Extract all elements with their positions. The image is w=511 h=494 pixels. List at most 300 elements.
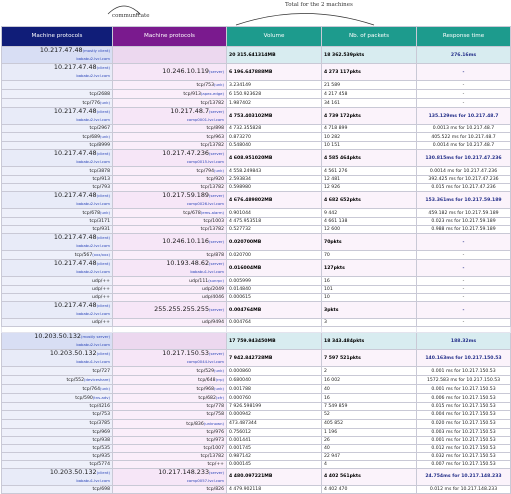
machine-cell[interactable] <box>2 251 113 260</box>
volume-value: 4 608.951020MB <box>229 155 273 161</box>
table-row[interactable] <box>2 319 511 327</box>
peer-address: 10.217.148.233 <box>158 468 210 476</box>
machine-cell[interactable] <box>2 411 113 419</box>
table-row[interactable] <box>2 452 511 460</box>
peer-role: (unk) <box>214 168 224 174</box>
response-cell <box>417 394 511 403</box>
packets-cell <box>322 319 417 327</box>
volume-cell <box>227 260 322 277</box>
response-value: - <box>462 295 465 301</box>
table-row[interactable] <box>2 403 511 411</box>
volume-value: 0.901044 <box>229 210 251 216</box>
machine-cell[interactable] <box>2 133 113 142</box>
response-cell <box>417 90 511 99</box>
machine-cell[interactable] <box>2 367 113 376</box>
table-header-row <box>2 27 511 47</box>
peer-address: tcp/826 <box>206 486 224 492</box>
machine-address: tcp/931 <box>92 227 110 233</box>
protocol-cell[interactable] <box>113 319 227 327</box>
peer-hostname: comp0026.lvcl.com <box>186 201 224 207</box>
table-row[interactable] <box>2 350 511 367</box>
machine-role: (client) <box>96 469 110 475</box>
table-row[interactable] <box>2 277 511 286</box>
protocol-cell[interactable] <box>113 468 227 485</box>
machine-cell[interactable] <box>2 452 113 460</box>
packets-cell <box>322 460 417 468</box>
table-row[interactable] <box>2 81 511 90</box>
packets-value: 70 <box>324 252 330 258</box>
packets-value: 12 926 <box>324 185 341 191</box>
machine-cell[interactable] <box>2 218 113 226</box>
response-value: 392.425 ms for 10.217.47.236 <box>428 177 499 183</box>
response-cell <box>417 468 511 485</box>
volume-cell <box>227 385 322 394</box>
table-row[interactable] <box>2 64 511 81</box>
table-row[interactable] <box>2 419 511 428</box>
volume-cell <box>227 294 322 302</box>
header-volume[interactable]: Volume <box>227 27 322 47</box>
volume-value: 20 315.641314MB <box>229 52 276 58</box>
protocol-cell[interactable] <box>113 403 227 411</box>
machine-cell[interactable] <box>2 460 113 468</box>
peer-address: tcp/913 <box>183 92 201 97</box>
packets-cell <box>322 286 417 294</box>
machine-cell[interactable] <box>2 394 113 403</box>
machine-cell[interactable] <box>2 234 113 251</box>
machine-role: (client) <box>96 235 110 241</box>
protocol-cell[interactable] <box>113 64 227 81</box>
volume-cell <box>227 209 322 218</box>
protocol-cell[interactable] <box>113 260 227 277</box>
volume-cell <box>227 192 322 209</box>
protocol-cell[interactable] <box>113 385 227 394</box>
peer-role: (server) <box>209 109 224 114</box>
protocol-cell[interactable] <box>113 436 227 444</box>
volume-cell <box>227 444 322 452</box>
machine-cell[interactable] <box>2 150 113 167</box>
response-value: 276.16ms <box>450 52 477 58</box>
protocol-cell[interactable] <box>113 367 227 376</box>
packets-value: 26 <box>324 437 330 443</box>
packets-value: 101 <box>324 287 333 293</box>
machine-address: 10.217.47.48 <box>53 107 97 115</box>
volume-cell <box>227 226 322 234</box>
volume-value: 0.016004MB <box>229 265 262 271</box>
protocol-cell[interactable] <box>113 302 227 319</box>
response-cell <box>417 167 511 176</box>
peer-address: tcp/1003 <box>203 219 224 225</box>
protocol-cell[interactable] <box>113 277 227 286</box>
packets-cell <box>322 142 417 150</box>
response-cell <box>417 251 511 260</box>
response-value: 0.001 ms for 10.217.150.53 <box>431 368 496 374</box>
machine-cell[interactable] <box>2 167 113 176</box>
protocol-cell[interactable] <box>113 294 227 302</box>
packets-value: 4 682 652pkts <box>324 197 361 203</box>
machine-address: 10.217.47.48 <box>53 191 97 200</box>
machine-cell[interactable] <box>2 90 113 99</box>
volume-cell <box>227 428 322 436</box>
table-row[interactable] <box>2 485 511 493</box>
packets-cell <box>322 108 417 125</box>
machine-role: (xxx/xxx) <box>92 252 110 258</box>
machine-cell[interactable] <box>2 64 113 81</box>
table-row[interactable] <box>2 468 511 485</box>
peer-address: 255.255.255.255 <box>154 305 210 314</box>
packets-value: 9 442 <box>324 210 338 216</box>
packets-value: 16 <box>324 395 330 401</box>
machine-cell[interactable] <box>2 209 113 218</box>
protocol-cell[interactable] <box>113 460 227 468</box>
machine-address: udp/++ <box>92 287 110 293</box>
packets-value: 22 947 <box>324 453 341 459</box>
volume-value: 4 732.355828 <box>229 126 262 132</box>
peer-address: tcp/973 <box>206 437 224 443</box>
packets-cell <box>322 333 417 350</box>
response-value: - <box>462 239 465 245</box>
response-cell <box>417 108 511 125</box>
table-row[interactable] <box>2 428 511 436</box>
machine-hostname: bababu2.lvcl.com <box>76 311 110 317</box>
protocol-cell[interactable] <box>113 218 227 226</box>
peer-role: (apex-edge) <box>200 91 224 96</box>
protocol-table <box>1 26 511 494</box>
response-value: 459.182 ms for 10.217.59.189 <box>428 210 499 216</box>
machine-hostname: bababu2.lvcl.com <box>76 201 110 207</box>
machine-cell[interactable] <box>2 302 113 319</box>
protocol-cell[interactable] <box>113 485 227 493</box>
machine-cell[interactable] <box>2 226 113 234</box>
table-row[interactable] <box>2 302 511 319</box>
table-row[interactable] <box>2 150 511 167</box>
table-row[interactable] <box>2 47 511 64</box>
machine-cell[interactable] <box>2 192 113 209</box>
protocol-cell[interactable] <box>113 376 227 385</box>
machine-cell[interactable] <box>2 468 113 485</box>
packets-value: 18 362.539pkts <box>324 52 365 58</box>
machine-cell[interactable] <box>2 419 113 428</box>
response-value: - <box>462 91 465 97</box>
machine-cell[interactable] <box>2 319 113 327</box>
packets-cell <box>322 260 417 277</box>
protocol-cell[interactable] <box>113 167 227 176</box>
response-value: 0.023 ms for 10.217.59.189 <box>431 219 496 225</box>
packets-value: 40 <box>324 445 330 451</box>
packets-value: 4 739 172pkts <box>324 113 361 119</box>
machine-cell[interactable] <box>2 436 113 444</box>
machine-cell[interactable] <box>2 444 113 452</box>
header-protocols[interactable]: Machine protocols <box>113 27 227 47</box>
machine-address: 10.217.47.48 <box>53 63 97 71</box>
protocol-cell[interactable] <box>113 286 227 294</box>
packets-cell <box>322 125 417 133</box>
peer-address: tcp/13782 <box>200 453 224 459</box>
peer-address: 10.217.150.53 <box>162 349 210 358</box>
protocol-cell[interactable] <box>113 99 227 108</box>
header-packets[interactable]: Nb. of packets <box>322 27 417 47</box>
volume-value: 0.000860 <box>229 368 251 374</box>
response-cell <box>417 218 511 226</box>
peer-address: tcp/678 <box>183 211 201 217</box>
packets-cell <box>322 485 417 493</box>
response-value: 0.0013 ms for 10.217.48.7 <box>432 126 495 132</box>
table-row[interactable] <box>2 184 511 192</box>
machine-cell[interactable] <box>2 176 113 184</box>
machine-cell[interactable] <box>2 277 113 286</box>
packets-value: 16 002 <box>324 377 341 383</box>
machine-role: (client) <box>96 261 110 267</box>
protocol-cell[interactable] <box>113 125 227 133</box>
machine-address: tcp/764 <box>82 387 101 393</box>
table-row[interactable] <box>2 90 511 99</box>
packets-value: 18 343.484pkts <box>324 338 365 344</box>
protocol-cell[interactable] <box>113 47 227 64</box>
table-row[interactable] <box>2 460 511 468</box>
table-row[interactable] <box>2 99 511 108</box>
volume-cell <box>227 47 322 64</box>
packets-cell <box>322 184 417 192</box>
volume-value: 0.000145 <box>229 461 251 467</box>
response-cell <box>417 99 511 108</box>
peer-address: tcp/836 <box>186 421 204 427</box>
machine-address: tcp/552 <box>66 378 85 384</box>
response-cell <box>417 460 511 468</box>
protocol-cell[interactable] <box>113 176 227 184</box>
packets-value: 3pkts <box>324 307 339 313</box>
peer-hostname: bababu1.lvcl.com <box>190 269 224 275</box>
packets-value: 4 718 899 <box>324 126 348 132</box>
table-row[interactable] <box>2 234 511 251</box>
bracket-icon <box>234 8 376 26</box>
response-value: 140.163ms for 10.217.150.53 <box>425 355 502 361</box>
volume-cell <box>227 460 322 468</box>
machine-cell[interactable] <box>2 125 113 133</box>
protocol-cell[interactable] <box>113 133 227 142</box>
table-row[interactable] <box>2 411 511 419</box>
machine-hostname: bababu1.lvcl.com <box>76 477 110 483</box>
curved-arrow-icon <box>104 2 144 16</box>
machine-role: (client) <box>96 65 110 70</box>
machine-cell[interactable] <box>2 108 113 125</box>
table-row[interactable] <box>2 436 511 444</box>
response-cell <box>417 302 511 319</box>
response-value: 0.015 ms for 10.217.150.53 <box>431 404 496 410</box>
machine-hostname: bababu2.lvcl.com <box>76 117 110 122</box>
peer-address: 10.217.47.236 <box>162 149 210 158</box>
peer-role: (ems-alarm) <box>200 210 224 216</box>
machine-cell[interactable] <box>2 184 113 192</box>
protocol-cell[interactable] <box>113 108 227 125</box>
protocol-cell[interactable] <box>113 234 227 251</box>
header-machine[interactable]: Machine protocols <box>2 27 113 47</box>
peer-address: tcp/++ <box>207 461 224 467</box>
packets-cell <box>322 133 417 142</box>
machine-cell[interactable] <box>2 260 113 277</box>
packets-value: 1 196 <box>324 429 338 435</box>
response-value: 0.003 ms for 10.217.150.53 <box>431 429 496 435</box>
packets-value: 2 <box>324 368 327 374</box>
machine-address: tcp/935 <box>92 453 110 459</box>
table-row[interactable] <box>2 108 511 125</box>
table-row[interactable] <box>2 218 511 226</box>
machine-address: tcp/678 <box>82 211 101 217</box>
peer-address: tcp/13782 <box>200 100 224 106</box>
peer-role: (server) <box>209 351 224 357</box>
packets-cell <box>322 167 417 176</box>
response-cell <box>417 333 511 350</box>
table-row[interactable] <box>2 133 511 142</box>
packets-cell <box>322 367 417 376</box>
protocol-cell[interactable] <box>113 333 227 350</box>
volume-cell <box>227 99 322 108</box>
volume-cell <box>227 403 322 411</box>
response-cell <box>417 64 511 81</box>
protocol-cell[interactable] <box>113 192 227 209</box>
response-value: 0.988 ms for 10.217.59.189 <box>431 227 496 233</box>
peer-role: (xfr) <box>215 395 224 401</box>
response-cell <box>417 436 511 444</box>
machine-address: udp/++ <box>92 320 110 326</box>
machine-address: tcp/8999 <box>89 143 110 149</box>
machine-address: 10.203.50.132 <box>49 349 97 358</box>
protocol-cell[interactable] <box>113 419 227 428</box>
volume-value: 0.548040 <box>229 143 251 149</box>
table-row[interactable] <box>2 294 511 302</box>
packets-cell <box>322 218 417 226</box>
protocol-cell[interactable] <box>113 81 227 90</box>
response-cell <box>417 411 511 419</box>
table-row[interactable] <box>2 142 511 150</box>
volume-cell <box>227 286 322 294</box>
machine-cell[interactable] <box>2 294 113 302</box>
protocol-cell[interactable] <box>113 428 227 436</box>
machine-address: udp/++ <box>92 278 110 284</box>
protocol-cell[interactable] <box>113 226 227 234</box>
header-response-time[interactable]: Response time <box>417 27 511 47</box>
response-value: 0.006 ms for 10.217.150.53 <box>431 395 496 401</box>
packets-value: 405 852 <box>324 421 343 427</box>
machine-address: tcp/2688 <box>89 91 110 97</box>
response-cell <box>417 376 511 385</box>
volume-cell <box>227 234 322 251</box>
machine-address: tcp/793 <box>92 185 110 191</box>
packets-value: 4 217 458 <box>324 91 348 97</box>
packets-value: 7 597 521pkts <box>324 355 361 361</box>
table-row[interactable] <box>2 367 511 376</box>
peer-role: (unknown) <box>203 420 224 426</box>
packets-value: 12 600 <box>324 227 341 233</box>
response-value: 0.001 ms for 10.217.150.53 <box>431 386 496 392</box>
machine-cell[interactable] <box>2 333 113 350</box>
machine-cell[interactable] <box>2 81 113 90</box>
table-row[interactable] <box>2 167 511 176</box>
packets-value: 3 <box>324 320 327 326</box>
machine-address: tcp/727 <box>92 368 110 374</box>
table-row[interactable] <box>2 260 511 277</box>
table-row[interactable] <box>2 385 511 394</box>
volume-cell <box>227 150 322 167</box>
peer-address: tcp/976 <box>206 429 224 435</box>
table-row[interactable] <box>2 286 511 294</box>
protocol-cell[interactable] <box>113 251 227 260</box>
peer-address: tcp/13782 <box>200 227 224 233</box>
table-row[interactable] <box>2 226 511 234</box>
response-value: - <box>462 100 465 106</box>
table-row[interactable] <box>2 176 511 184</box>
volume-value: 0.014840 <box>229 287 251 293</box>
machine-cell[interactable] <box>2 485 113 493</box>
peer-address: 10.217.59.189 <box>162 191 210 200</box>
volume-value: 2.593834 <box>229 177 251 183</box>
machine-cell[interactable] <box>2 47 113 64</box>
protocol-cell[interactable] <box>113 150 227 167</box>
machine-cell[interactable] <box>2 428 113 436</box>
packets-cell <box>322 81 417 90</box>
protocol-cell[interactable] <box>113 90 227 99</box>
response-value: 0.004 ms for 10.217.150.53 <box>431 412 496 418</box>
packets-cell <box>322 419 417 428</box>
protocol-cell[interactable] <box>113 184 227 192</box>
response-cell <box>417 419 511 428</box>
response-cell <box>417 81 511 90</box>
table-row[interactable] <box>2 251 511 260</box>
protocol-cell[interactable] <box>113 452 227 460</box>
response-cell <box>417 47 511 64</box>
machine-address: tcp/3171 <box>89 219 110 225</box>
machine-cell[interactable] <box>2 376 113 385</box>
table-row[interactable] <box>2 125 511 133</box>
protocol-cell[interactable] <box>113 142 227 150</box>
packets-value: 40 <box>324 386 330 392</box>
peer-address: tcp/13782 <box>200 143 224 149</box>
table-row[interactable] <box>2 209 511 218</box>
protocol-cell[interactable] <box>113 350 227 367</box>
table-row[interactable] <box>2 333 511 350</box>
volume-value: 4 475.953518 <box>229 219 262 225</box>
peer-address: tcp/1007 <box>203 445 224 451</box>
response-cell <box>417 176 511 184</box>
protocol-cell[interactable] <box>113 411 227 419</box>
volume-value: 4 479.902118 <box>229 486 262 492</box>
table-row[interactable] <box>2 444 511 452</box>
machine-cell[interactable] <box>2 385 113 394</box>
machine-cell[interactable] <box>2 142 113 150</box>
volume-cell <box>227 81 322 90</box>
table-row[interactable] <box>2 394 511 403</box>
response-value: - <box>462 307 465 313</box>
protocol-cell[interactable] <box>113 394 227 403</box>
response-cell <box>417 142 511 150</box>
machine-cell[interactable] <box>2 99 113 108</box>
machine-cell[interactable] <box>2 403 113 411</box>
response-cell <box>417 133 511 142</box>
table-row[interactable] <box>2 376 511 385</box>
volume-cell <box>227 376 322 385</box>
peer-address: tcp/794 <box>196 169 215 175</box>
machine-cell[interactable] <box>2 286 113 294</box>
machine-address: udp/++ <box>92 295 110 301</box>
volume-cell <box>227 277 322 286</box>
volume-cell <box>227 452 322 460</box>
protocol-cell[interactable] <box>113 444 227 452</box>
machine-cell[interactable] <box>2 350 113 367</box>
protocol-cell[interactable] <box>113 209 227 218</box>
machine-address: tcp/567 <box>74 253 93 259</box>
table-row[interactable] <box>2 192 511 209</box>
volume-cell <box>227 251 322 260</box>
response-value: 0.012 ms for 10.217.148.233 <box>429 486 498 492</box>
machine-role: (client) <box>96 303 110 309</box>
